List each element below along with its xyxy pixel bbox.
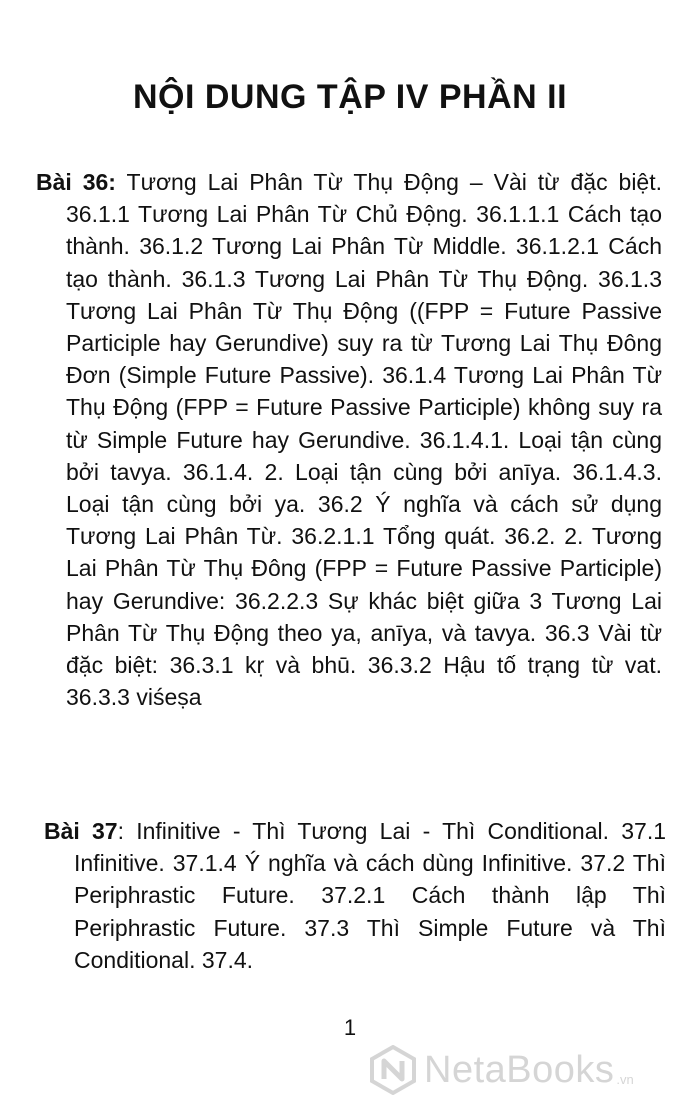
watermark [368,1045,634,1095]
lesson-label: Bài 37 [44,818,118,844]
page-title: NỘI DUNG TẬP IV PHẦN II [132,78,568,116]
toc-entry-lesson-36 [36,166,662,713]
netabooks-logo-icon [368,1045,418,1095]
lesson-label: Bài 36: [36,169,116,195]
watermark-text: NetaBooks [424,1048,615,1091]
lesson-contents: Tương Lai Phân Từ Thụ Động – Vài từ đặc biệt. 36.1.1 Tương Lai Phân Từ Chủ Động. 36.1.1.1 Cách tạo thành. 36.1.2 Tương Lai Phân Từ Middle. 36.1.2.1 Cách tạo thành. 36.1.3 Tương Lai Phân Từ Thụ Động. 36.1.3 Tương Lai Phân Từ Thụ Động ((FPP = Future Passive Participle hay Gerundive) suy ra từ Tương Lai Thụ Đông Đơn (Simple Future Passive). 36.1.4 Tương Lai Phân Từ Thụ Động (FPP = Future Passive Participle) không suy ra từ Simple Future hay Gerundive. 36.1.4.1. Loại tận cùng bởi tavya. 36.1.4. 2. Loại tận cùng bởi anīya. 36.1.4.3. Loại tận cùng bởi ya. 36.2 Ý nghĩa và cách sử dụng Tương Lai Phân Từ. 36.2.1.1 Tổng quát. 36.2. 2. Tương Lai Phân Từ Thụ Đông (FPP = Future Passive Participle) hay Gerundive: 36.2.2.3 Sự khác biệt giữa 3 Tương Lai Phân Từ Thụ Động theo ya, anīya, và tavya. 36.3 Vài từ đặc biệt: 36.3.1 kṛ và bhū. 36.3.2 Hậu tố trạng từ vat. 36.3.3 viśeṣa [66,169,663,711]
toc-entry-lesson-37 [44,815,666,976]
lesson-contents: : Infinitive - Thì Tương Lai - Thì Conditional. 37.1 Infinitive. 37.1.4 Ý nghĩa và cách dùng Infinitive. 37.2 Thì Periphrastic Future. 37.2.1 Cách thành lập Thì Periphrastic Future. 37.3 Thì Simple Future và Thì Conditional. 37.4. [74,818,666,973]
watermark-suffix: .vn [616,1072,634,1087]
page-number: 1 [343,1015,357,1040]
